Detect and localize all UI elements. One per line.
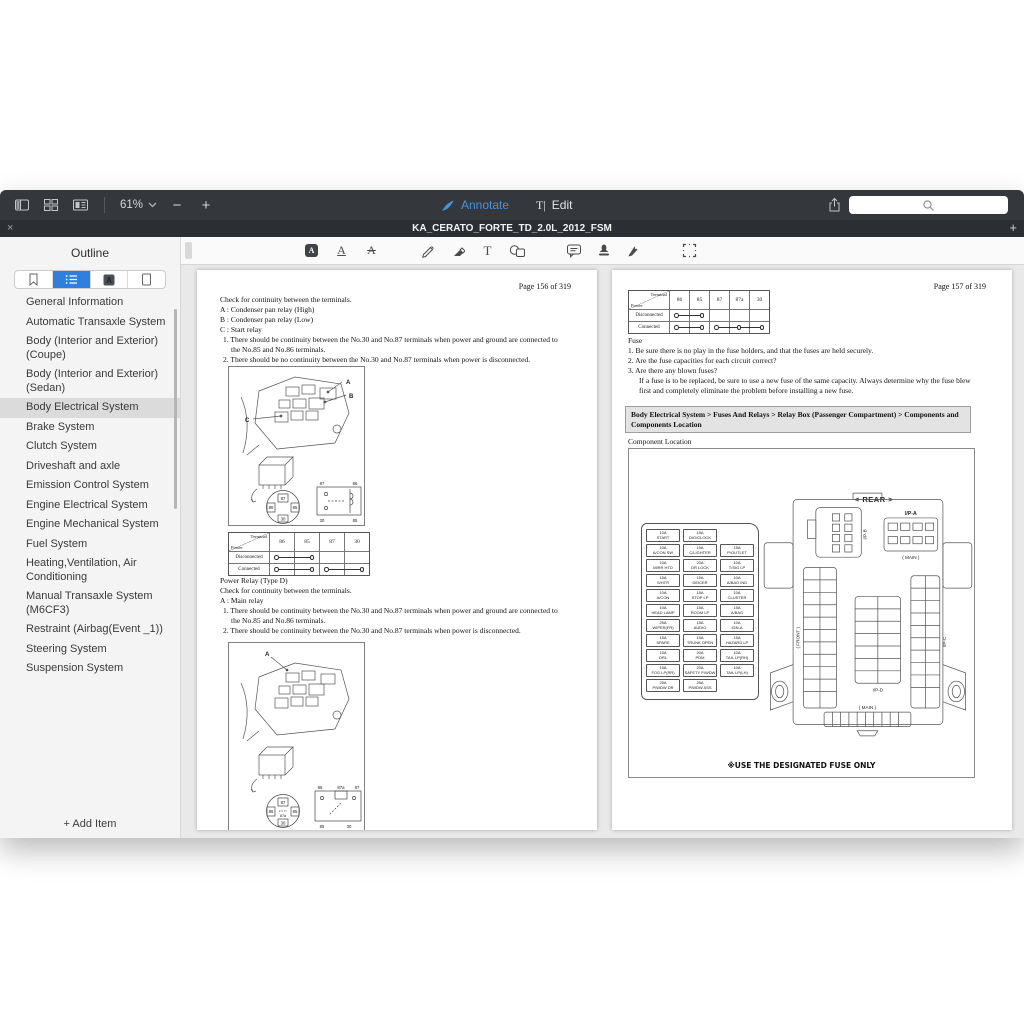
continuity-link xyxy=(319,564,369,575)
relay-pin-right: 85 xyxy=(292,505,298,510)
relay-diagram-2 xyxy=(228,642,365,830)
underline-tool-button[interactable] xyxy=(333,242,350,259)
fuse-label: 20A PDM xyxy=(683,649,717,662)
fuse-label: 15A DIG/CLOCK xyxy=(683,529,717,542)
pdf-page-156 xyxy=(197,270,597,830)
search-input[interactable] xyxy=(849,196,1008,214)
tab-title[interactable]: KA_CERATO_FORTE_TD_2.0L_2012_FSM xyxy=(412,223,612,234)
sidebar-item[interactable]: Restraint (Airbag(Event _1)) xyxy=(26,623,163,635)
note-tool-button[interactable] xyxy=(565,242,582,259)
top-toolbar xyxy=(0,190,1024,220)
sidebar-item[interactable]: Engine Mechanical System xyxy=(26,518,159,530)
fuse-label: 15A AUDIO xyxy=(683,619,717,632)
fuse-label: 10A CLUSTER xyxy=(720,589,754,602)
table-corner-cell: Terminal Power xyxy=(231,534,267,550)
share-icon xyxy=(827,197,842,213)
schematic-pin: 30 xyxy=(319,518,325,523)
annotate-label: Annotate xyxy=(461,198,510,212)
pdf-text-line: B : Condenser pan relay (Low) xyxy=(220,315,314,324)
relay-pin-left: 86 xyxy=(268,505,274,510)
fuse-label: 15A S/HTR xyxy=(646,574,680,587)
sidebar-item[interactable]: Heating,Ventilation, Air Conditioning xyxy=(26,557,137,583)
fuse-label: 10A T/SIG LP xyxy=(720,559,754,572)
component-location-label: Component Location xyxy=(628,437,692,446)
junction-box-connectors xyxy=(762,489,974,739)
fuse-label: 15A A/BAG xyxy=(720,604,754,617)
relay-pin-bottom: 30 xyxy=(280,516,286,522)
pdf-text-line: C : Start relay xyxy=(220,325,262,334)
document-column xyxy=(181,237,1024,838)
fuse-label: 10A START xyxy=(646,529,680,542)
pdf-text-line: 2. There should be no continuity between the No.30 and No.87 terminals when power is disconnected. xyxy=(223,355,531,364)
relay-pin-bottom: 30 xyxy=(280,820,286,826)
schematic-pin: 86 xyxy=(317,785,323,790)
toolbar-scroll-handle xyxy=(185,242,192,259)
text-tool-icon: T xyxy=(483,242,492,258)
table-row xyxy=(229,551,369,563)
relay-diagram-1 xyxy=(228,366,365,526)
table-row-label: Connected xyxy=(638,325,660,330)
pdf-text-line: Check for continuity between the terminals. xyxy=(220,295,352,304)
highlight-icon: A xyxy=(305,244,318,257)
grid-icon xyxy=(43,197,59,213)
table-corner-cell: Terminal Power xyxy=(631,292,667,308)
pdf-text-line: 3. Are there any blown fuses? xyxy=(628,366,718,375)
sidebar-toggle-button[interactable] xyxy=(13,196,31,214)
pencil-tool-button[interactable] xyxy=(419,242,436,259)
sidebar-item[interactable]: Brake System xyxy=(26,420,95,433)
annotate-pen-icon xyxy=(441,198,455,212)
strikethrough-tool-button[interactable] xyxy=(363,242,380,259)
continuity-link xyxy=(669,322,709,333)
tab-annotations[interactable] xyxy=(91,271,129,288)
fuse-label: 15A DRL xyxy=(646,649,680,662)
pdf-page-157 xyxy=(612,270,1012,830)
schematic-pin: 87 xyxy=(319,481,325,486)
pdf-text-line: the No.85 and No.86 terminals. xyxy=(231,345,326,354)
connector-label-ipd: I/P-D xyxy=(872,687,884,693)
tab-bookmarks[interactable] xyxy=(15,271,53,288)
table-column-header: 86 xyxy=(269,533,294,551)
comment-note-icon xyxy=(566,243,582,258)
new-tab-button[interactable]: + xyxy=(1009,220,1017,235)
edit-mode-button[interactable] xyxy=(536,198,572,213)
sidebar-toggle-icon xyxy=(14,197,30,213)
outline-list-icon xyxy=(65,274,78,285)
sidebar-item[interactable]: Manual Transaxle System (M6CF3) xyxy=(26,590,153,616)
connector-label-front: ( FRONT ) xyxy=(795,627,801,649)
table-column-header: 85 xyxy=(294,533,319,551)
continuity-table-156 xyxy=(228,532,370,576)
reading-view-button[interactable] xyxy=(71,196,89,214)
fuse-label: 15A FOG LP(RR) xyxy=(646,664,680,677)
relay-pin-right: 85 xyxy=(292,809,298,814)
rear-label: < REAR > xyxy=(854,495,894,504)
schematic-pin: 85 xyxy=(352,518,358,523)
zoom-in-button[interactable]: + xyxy=(201,196,211,214)
table-column-header: 87a xyxy=(729,291,749,309)
table-cell xyxy=(749,310,769,321)
zoom-level-value: 61% xyxy=(120,199,144,211)
sidebar-scrollbar[interactable] xyxy=(174,309,177,509)
sidebar-item[interactable]: Clutch System xyxy=(26,440,97,452)
eraser-tool-button[interactable] xyxy=(449,242,466,259)
connector-label-main-top: ( MAIN ) xyxy=(902,555,920,561)
callout-a: A xyxy=(346,380,351,386)
table-row xyxy=(229,563,369,575)
document-tab-bar xyxy=(0,220,1024,237)
sidebar-item[interactable]: Body (Interior and Exterior) (Coupe) xyxy=(26,335,159,361)
table-row-label: Connected xyxy=(238,567,260,572)
pdf-text-line: 2. There should be continuity between the No.30 and No.87 terminals when power is disconnected. xyxy=(223,626,521,635)
pdf-text-line: 1. There should be continuity between the No.30 and No.87 terminals when power and ground are connected to xyxy=(223,335,558,344)
tab-outline[interactable] xyxy=(53,271,91,288)
continuity-link xyxy=(269,552,319,563)
sidebar-tab-switcher xyxy=(14,270,166,289)
sidebar-item[interactable]: Driveshaft and axle xyxy=(26,459,121,472)
toolbar-divider xyxy=(104,197,105,213)
fuse-label: 10A A/CON SW xyxy=(646,544,680,557)
fuse-label: 20A DR LOCK xyxy=(683,559,717,572)
fuse-label: 15A HAZARD LP xyxy=(720,634,754,647)
sidebar-title: Outline xyxy=(70,246,110,260)
fuse-label: 10A A/BAG IND xyxy=(720,574,754,587)
stamp-icon xyxy=(597,243,611,258)
eraser-icon xyxy=(450,243,465,258)
fuse-label: 10A A/CON xyxy=(646,589,680,602)
page-text-block xyxy=(220,295,583,365)
sidebar-item[interactable]: Suspension System xyxy=(26,662,124,674)
shapes-tool-button[interactable] xyxy=(509,242,526,259)
fuse-label: 15A TRUNK OPEN xyxy=(683,634,717,647)
annotation-toolbar xyxy=(181,237,1024,265)
connector-label-ipa: I/P-A xyxy=(904,510,917,517)
fuse-label: 25A WIPER(FR) xyxy=(646,619,680,632)
table-row xyxy=(629,309,769,321)
connector-label-ipb: I/P-B xyxy=(862,529,868,540)
thumbnails-view-button[interactable] xyxy=(42,196,60,214)
table-cell xyxy=(729,310,749,321)
fuse-label: 15A DEICER xyxy=(683,574,717,587)
page-icon xyxy=(141,273,152,286)
schematic-pin: 86 xyxy=(352,481,358,486)
designated-fuse-note: ※USE THE DESIGNATED FUSE ONLY xyxy=(727,761,876,770)
text-tool-button[interactable] xyxy=(479,242,496,259)
fuse-label: 15A SPARE xyxy=(646,634,680,647)
table-row-label: Disconnected xyxy=(235,555,263,560)
schematic-pin: 87 xyxy=(354,785,360,790)
select-tool-button[interactable] xyxy=(681,242,698,259)
relay-pin-top: 87 xyxy=(280,496,286,501)
pencil-icon xyxy=(420,243,435,258)
sidebar-item[interactable]: Engine Electrical System xyxy=(26,498,148,511)
zoom-level-dropdown[interactable] xyxy=(120,199,157,211)
continuity-link xyxy=(669,310,709,321)
table-row-label: Disconnected xyxy=(635,313,663,318)
continuity-table-157 xyxy=(628,290,770,334)
sidebar-item[interactable]: Body Electrical System xyxy=(0,398,180,418)
annotations-icon xyxy=(103,274,115,286)
fuse-label: 25A P/WDW DR xyxy=(646,679,680,692)
fuse-label: 20A SAFETY P/WDW xyxy=(683,664,717,677)
highlight-tool-button[interactable] xyxy=(303,242,320,259)
continuity-link xyxy=(709,322,769,333)
table-column-header: 87 xyxy=(709,291,729,309)
callout-c: C xyxy=(245,418,250,424)
table-cell xyxy=(344,552,369,563)
pdf-text-line: the No.85 and No.86 terminals. xyxy=(231,616,326,625)
stamp-tool-button[interactable] xyxy=(595,242,612,259)
share-button[interactable] xyxy=(825,196,843,214)
zoom-out-button[interactable]: − xyxy=(172,196,182,214)
fuse-label: 15A P/OUTLET xyxy=(720,544,754,557)
annotate-mode-button[interactable] xyxy=(441,198,509,212)
connector-label-main-bottom: ( MAIN ) xyxy=(858,705,877,711)
chevron-down-icon xyxy=(148,202,157,208)
view-controls xyxy=(13,190,215,220)
table-column-header: 30 xyxy=(344,533,369,551)
relay-pin-center: 87a xyxy=(279,814,287,818)
selection-marquee-icon xyxy=(682,243,697,258)
page-text-block xyxy=(220,576,583,636)
sidebar-item[interactable]: Emission Control System xyxy=(26,479,149,491)
fuse-label: 10A TAIL LP(RH) xyxy=(720,649,754,662)
table-column-header: 87 xyxy=(319,533,344,551)
signature-pen-icon xyxy=(626,243,641,258)
pdf-text-line: Check for continuity between the terminals. xyxy=(220,586,352,595)
callout-a: A xyxy=(265,652,270,658)
table-row xyxy=(629,321,769,333)
relay-pin-left: 86 xyxy=(268,809,274,814)
mode-tabs xyxy=(441,190,572,220)
page-number-label: Page 157 of 319 xyxy=(933,282,986,291)
bookmark-icon xyxy=(28,273,39,286)
section-breadcrumb: Body Electrical System > Fuses And Relays > Relay Box (Passenger Compartment) > Components and Components Location xyxy=(625,406,971,433)
main-area xyxy=(0,237,1024,838)
tab-pages[interactable] xyxy=(128,271,165,288)
pdf-text-line: first and completely eliminate the problem before installing a new fuse. xyxy=(639,386,854,395)
pdf-text-line: 1. There should be continuity between the No.30 and No.87 terminals when power and ground are connected to xyxy=(223,606,558,615)
fuse-label: 10A IGN-A xyxy=(720,619,754,632)
pdf-text-line: A : Condenser pan relay (High) xyxy=(220,305,315,314)
sidebar-item[interactable]: General Information xyxy=(26,296,124,308)
fuse-label: 10A TAIL LP(LH) xyxy=(720,664,754,677)
relay-pin-top: 87 xyxy=(280,800,286,805)
sidebar-item[interactable]: Steering System xyxy=(26,642,107,655)
tab-close-button[interactable]: × xyxy=(7,222,14,234)
page-number-label: Page 156 of 319 xyxy=(518,282,571,291)
fuse-label: 10A HEAD LAMP xyxy=(646,604,680,617)
svg-text:A: A xyxy=(105,275,112,285)
document-pages-area[interactable] xyxy=(181,265,1024,838)
pdf-text-line: If a fuse is to be replaced, be sure to use a new fuse of the same capacity. Always determine why the fuse blew xyxy=(639,376,971,385)
continuity-link xyxy=(269,564,319,575)
fuse-label: 10A MIRR HTD xyxy=(646,559,680,572)
table-cell xyxy=(709,310,729,321)
fuse-heading: Fuse xyxy=(628,336,643,345)
table-cell xyxy=(319,552,344,563)
table-column-header: 86 xyxy=(669,291,689,309)
shapes-icon xyxy=(509,244,526,258)
table-column-header: 85 xyxy=(689,291,709,309)
outline-list xyxy=(0,293,180,679)
signature-tool-button[interactable] xyxy=(625,242,642,259)
sidebar-item[interactable]: Automatic Transaxle System xyxy=(26,315,166,328)
page-text-block xyxy=(628,346,998,396)
table-column-header: 30 xyxy=(749,291,769,309)
pdf-text-line: 2. Are the fuse capacities for each circuit correct? xyxy=(628,356,777,365)
fuse-panel xyxy=(641,523,759,700)
sidebar-item[interactable]: Fuel System xyxy=(26,537,88,550)
fuse-label: 25A P/WDW ASS xyxy=(683,679,717,692)
relay-box-diagram xyxy=(628,448,975,778)
two-page-view-icon xyxy=(72,197,89,213)
schematic-pin: 87a xyxy=(337,785,345,790)
strikethrough-icon: A xyxy=(367,243,376,257)
callout-b: B xyxy=(349,394,354,400)
text-edit-icon: T| xyxy=(536,197,546,212)
pdf-text-line: Power Relay (Type D) xyxy=(220,576,288,585)
connector-label-ipc: I/P-C xyxy=(941,636,947,648)
pdf-text-line: A : Main relay xyxy=(220,596,264,605)
sidebar-item[interactable]: Body (Interior and Exterior) (Sedan) xyxy=(26,368,159,394)
edit-label: Edit xyxy=(551,198,573,212)
fuse-label: 15A ROOM LP xyxy=(683,604,717,617)
add-item-button[interactable]: + Add Item xyxy=(63,818,117,830)
schematic-pin: 30 xyxy=(346,824,352,829)
sidebar-panel xyxy=(0,237,181,838)
fuse-label: 15A STOP LP xyxy=(683,589,717,602)
pdf-viewer-window xyxy=(0,190,1024,838)
search-icon xyxy=(922,199,935,212)
pdf-text-line: 1. Be sure there is no play in the fuse holders, and that the fuses are held securely. xyxy=(628,346,874,355)
schematic-pin: 85 xyxy=(319,824,325,829)
fuse-label: 15A C/LIGHTER xyxy=(683,544,717,557)
underline-icon: A xyxy=(337,243,346,257)
